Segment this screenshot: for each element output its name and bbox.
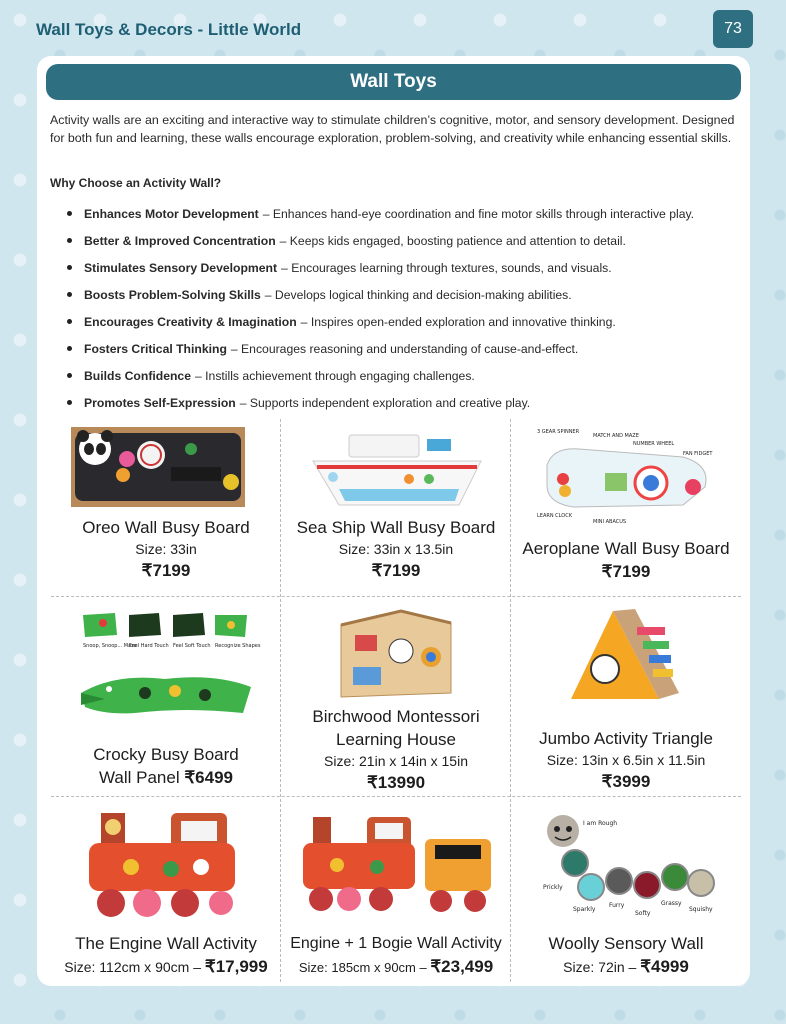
- diagram-label: Sparkly: [573, 906, 596, 913]
- why-heading: Why Choose an Activity Wall?: [50, 176, 222, 190]
- bullet-icon: [67, 265, 72, 270]
- bullet-icon: [67, 238, 72, 243]
- bullet-icon: [67, 346, 72, 351]
- aeroplane-busy-board-image: [533, 425, 719, 525]
- product-card-engine[interactable]: [51, 797, 281, 982]
- bullet-icon: [67, 211, 72, 216]
- product-card-jumbo-triangle[interactable]: [511, 597, 741, 796]
- product-name: Aeroplane Wall Busy Board: [522, 539, 730, 558]
- product-size: Size: 21in x 14in x 15in: [324, 753, 468, 769]
- benefit-desc: – Develops logical thinking and decision-making abilities.: [264, 287, 572, 302]
- product-price: ₹23,499: [430, 957, 494, 976]
- woolly-sensory-wall-image: [543, 811, 719, 923]
- diagram-label: Softy: [635, 910, 651, 917]
- benefit-desc: – Encourages learning through textures, sounds, and visuals.: [281, 260, 612, 275]
- product-name: Sea Ship Wall Busy Board: [296, 518, 496, 537]
- engine-wall-activity-image: [81, 809, 241, 919]
- diagram-label: Furry: [609, 902, 625, 909]
- diagram-label: LEARN CLOCK: [537, 513, 572, 519]
- diagram-label: I am Rough: [583, 820, 618, 827]
- benefit-name: Promotes Self-Expression: [84, 395, 236, 410]
- product-card-crocky[interactable]: [51, 597, 281, 796]
- list-item: [67, 227, 747, 254]
- product-price: ₹4999: [640, 957, 689, 976]
- benefit-name: Builds Confidence: [84, 368, 191, 383]
- list-item: [67, 362, 747, 389]
- product-name: Woolly Sensory Wall: [548, 934, 704, 953]
- bullet-icon: [67, 400, 72, 405]
- product-name: Oreo Wall Busy Board: [82, 518, 250, 537]
- product-grid: [51, 419, 741, 982]
- product-size: Size: 33in: [135, 541, 197, 557]
- diagram-label: NUMBER WHEEL: [633, 441, 675, 447]
- benefit-name: Stimulates Sensory Development: [84, 260, 278, 275]
- product-price: ₹7199: [141, 561, 191, 580]
- product-price: ₹7199: [371, 561, 421, 580]
- product-name: Jumbo Activity Triangle: [539, 729, 713, 748]
- page-number: 73: [713, 10, 753, 48]
- benefit-name: Enhances Motor Development: [84, 206, 259, 221]
- diagram-label: Prickly: [543, 884, 563, 891]
- product-name: Engine + 1 Bogie Wall Activity: [290, 935, 502, 952]
- page-header: [0, 0, 786, 56]
- product-name-line2: Wall Panel: [98, 768, 180, 787]
- crocky-busy-board-image: [75, 609, 261, 729]
- diagram-label: Feel Hard Touch: [129, 643, 169, 649]
- diagram-label: MATCH AND MAZE: [593, 433, 639, 439]
- diagram-label: 3 GEAR SPINNER: [537, 429, 580, 435]
- diagram-label: Squishy: [689, 906, 713, 913]
- list-item: [67, 308, 747, 335]
- product-card-sea-ship[interactable]: [281, 419, 511, 596]
- product-card-woolly[interactable]: [511, 797, 741, 982]
- list-item: [67, 200, 747, 227]
- list-item: [67, 389, 747, 416]
- product-price: ₹6499: [184, 768, 233, 787]
- content-card: [37, 56, 750, 986]
- list-item: [67, 254, 747, 281]
- birchwood-learning-house-image: [331, 605, 461, 701]
- product-price: ₹17,999: [204, 957, 268, 976]
- product-name: Birchwood Montessori: [312, 707, 480, 726]
- jumbo-activity-triangle-image: [563, 607, 683, 711]
- benefit-name: Fosters Critical Thinking: [84, 341, 227, 356]
- diagram-label: Recognize Shapes: [215, 643, 261, 649]
- product-size: Size: 33in x 13.5in: [338, 541, 454, 557]
- product-card-birchwood[interactable]: [281, 597, 511, 796]
- wall-toys-banner: Wall Toys: [46, 64, 741, 100]
- product-size: Size: 13in x 6.5in x 11.5in: [546, 752, 706, 768]
- oreo-busy-board-image: [71, 427, 245, 507]
- diagram-label: Snoop, Snoop... Maze: [83, 643, 137, 649]
- benefit-name: Encourages Creativity & Imagination: [84, 314, 297, 329]
- sea-ship-busy-board-image: [309, 431, 485, 509]
- diagram-label: Grassy: [661, 900, 682, 907]
- list-item: [67, 335, 747, 362]
- engine-bogie-wall-activity-image: [297, 813, 497, 917]
- benefit-desc: – Encourages reasoning and understanding of cause-and-effect.: [230, 341, 579, 356]
- benefit-desc: – Keeps kids engaged, boosting patience and attention to detail.: [279, 233, 626, 248]
- diagram-label: Feel Soft Touch: [173, 643, 211, 649]
- intro-paragraph: Activity walls are an exciting and interactive way to stimulate children’s cognitive, motor, and sensory development. Designed for both fun and learning, these walls encourage exploration, problem-solving, and creativity while enhancing essential skills.: [50, 113, 735, 145]
- product-name-line2: Learning House: [335, 730, 457, 749]
- product-size: Size: 112cm x 90cm –: [64, 959, 205, 975]
- product-name: Crocky Busy Board: [93, 745, 239, 764]
- benefit-desc: – Supports independent exploration and creative play.: [239, 395, 531, 410]
- product-price: ₹13990: [366, 773, 426, 792]
- product-size: Size: 72in –: [563, 959, 641, 975]
- product-price: ₹3999: [601, 772, 651, 791]
- section-title: Wall Toys & Decors - Little World: [36, 20, 302, 39]
- benefits-list: [67, 200, 747, 416]
- product-card-aeroplane[interactable]: [511, 419, 741, 596]
- benefit-desc: – Inspires open-ended exploration and innovative thinking.: [300, 314, 616, 329]
- benefit-desc: – Instills achievement through engaging challenges.: [195, 368, 475, 383]
- benefit-name: Boosts Problem-Solving Skills: [84, 287, 261, 302]
- benefit-name: Better & Improved Concentration: [84, 233, 276, 248]
- product-size: Size: 185cm x 90cm –: [298, 960, 431, 975]
- product-card-oreo[interactable]: [51, 419, 281, 596]
- product-name: The Engine Wall Activity: [75, 934, 257, 953]
- bullet-icon: [67, 319, 72, 324]
- product-price: ₹7199: [601, 562, 651, 581]
- diagram-label: MINI ABACUS: [593, 519, 627, 525]
- product-card-engine-bogie[interactable]: [281, 797, 511, 982]
- bullet-icon: [67, 373, 72, 378]
- benefit-desc: – Enhances hand-eye coordination and fine motor skills through interactive play.: [262, 206, 695, 221]
- list-item: [67, 281, 747, 308]
- bullet-icon: [67, 292, 72, 297]
- diagram-label: FAN FIDGET: [683, 451, 713, 457]
